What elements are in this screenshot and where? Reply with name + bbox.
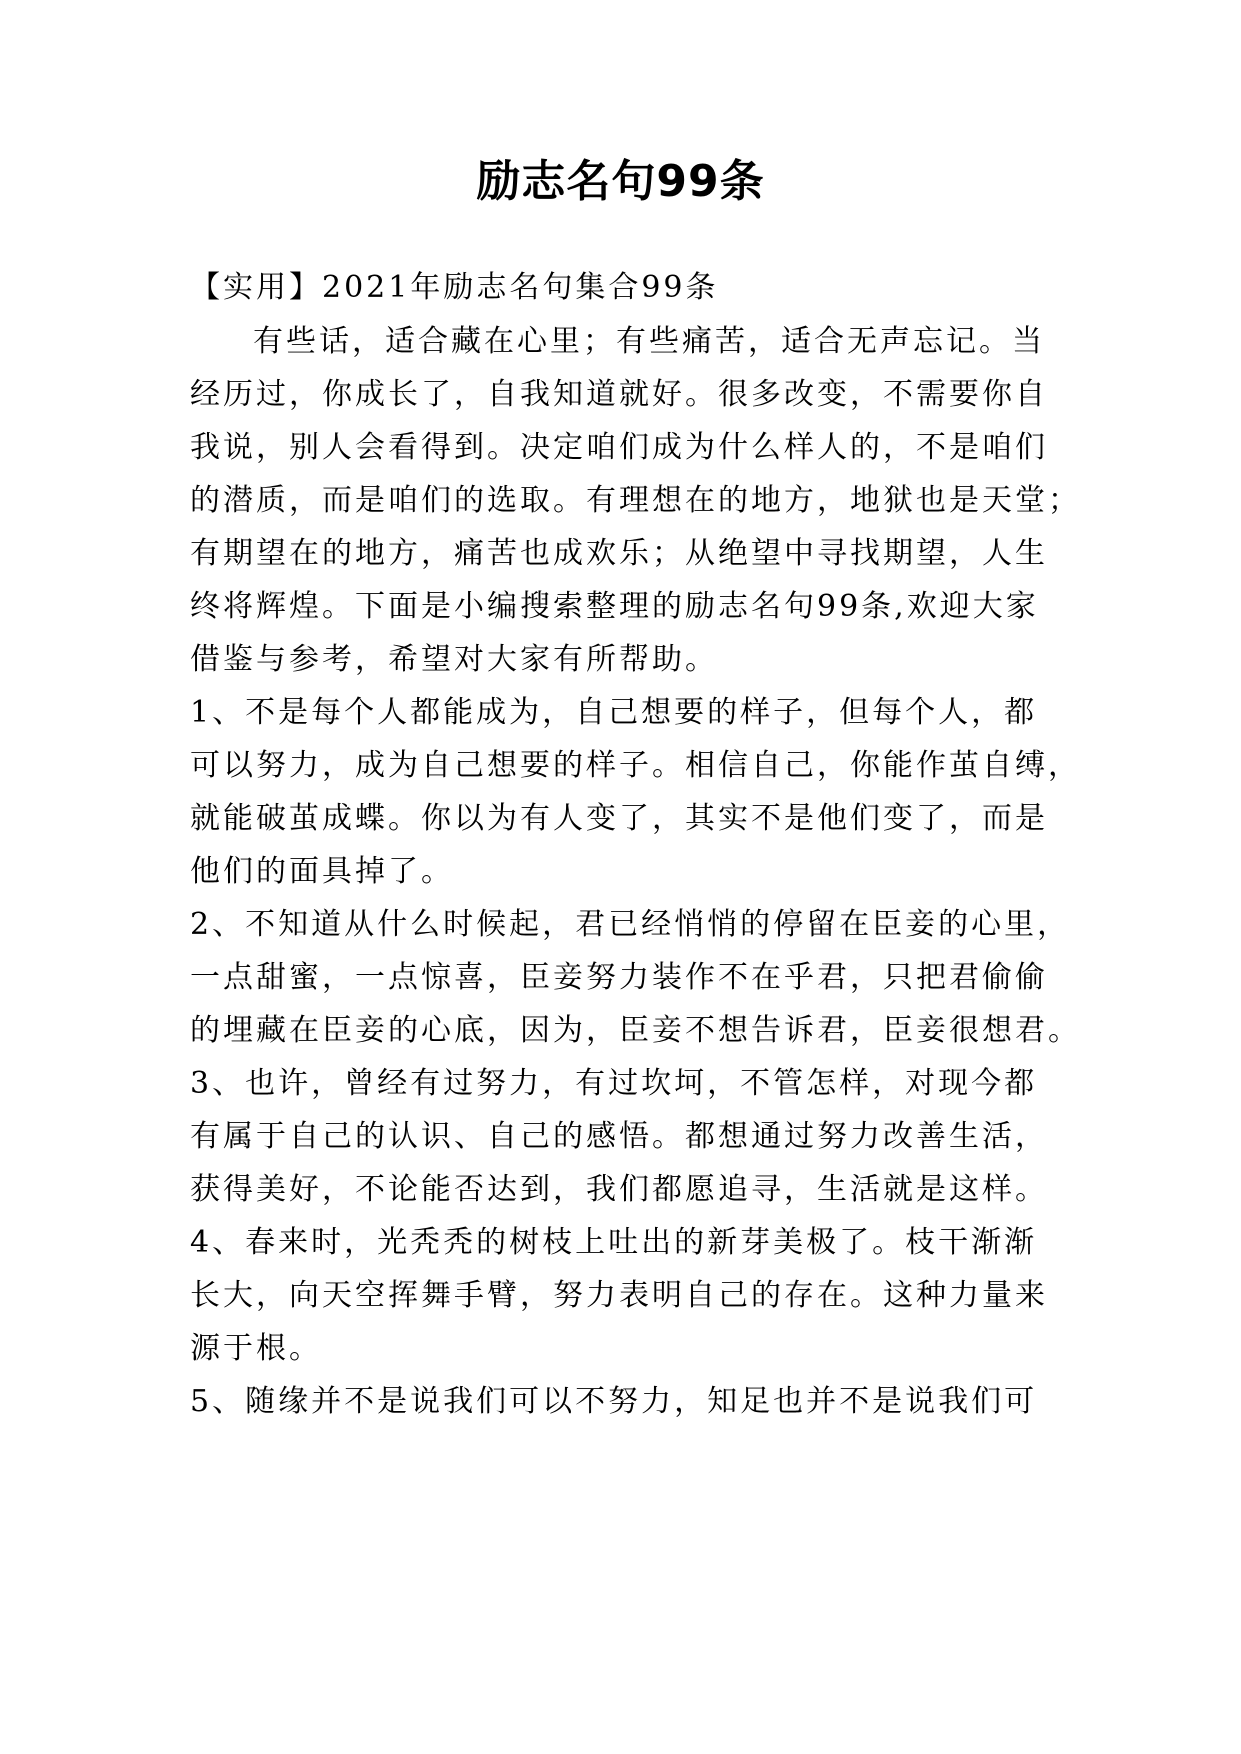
list-item-line: 有属于自己的认识、自己的感悟。都想通过努力改善生活， <box>190 1119 1048 1154</box>
list-item-line: 1、不是每个人都能成为，自己想要的样子，但每个人，都 <box>190 695 1038 730</box>
list-item-line: 可以努力，成为自己想要的样子。相信自己，你能作茧自缚， <box>190 748 1081 783</box>
paragraph-line: 有期望在的地方，痛苦也成欢乐；从绝望中寻找期望，人生 <box>190 536 1048 571</box>
paragraph-line: 的潜质，而是咱们的选取。有理想在的地方，地狱也是天堂； <box>190 483 1081 518</box>
list-item-line: 就能破茧成蝶。你以为有人变了，其实不是他们变了，而是 <box>190 801 1048 836</box>
paragraph-line: 我说，别人会看得到。决定咱们成为什么样人的，不是咱们 <box>190 430 1048 465</box>
list-item-line: 的埋藏在臣妾的心底，因为，臣妾不想告诉君，臣妾很想君。 <box>190 1013 1081 1048</box>
subtitle-line: 【实用】2021年励志名句集合99条 <box>190 270 719 305</box>
list-item-line: 3、也许，曾经有过努力，有过坎坷，不管怎样，对现今都 <box>190 1066 1038 1101</box>
document-title: 励志名句99条 <box>476 156 765 207</box>
list-item-line: 获得美好，不论能否达到，我们都愿追寻，生活就是这样。 <box>190 1172 1048 1207</box>
paragraph-line: 有些话，适合藏在心里；有些痛苦，适合无声忘记。当 <box>253 324 1045 359</box>
list-item-line: 2、不知道从什么时候起，君已经悄悄的停留在臣妾的心里， <box>190 907 1071 942</box>
list-item-line: 长大，向天空挥舞手臂，努力表明自己的存在。这种力量来 <box>190 1278 1048 1313</box>
list-item-line: 他们的面具掉了。 <box>190 854 454 889</box>
list-item-line: 4、春来时，光秃秃的树枝上吐出的新芽美极了。枝干渐渐 <box>190 1225 1038 1260</box>
list-item-line: 5、随缘并不是说我们可以不努力，知足也并不是说我们可 <box>190 1384 1038 1419</box>
paragraph-line: 经历过，你成长了，自我知道就好。很多改变，不需要你自 <box>190 377 1048 412</box>
list-item-line: 源于根。 <box>190 1331 322 1366</box>
list-item-line: 一点甜蜜，一点惊喜，臣妾努力装作不在乎君，只把君偷偷 <box>190 960 1048 995</box>
paragraph-line: 借鉴与参考，希望对大家有所帮助。 <box>190 642 718 677</box>
paragraph-line: 终将辉煌。下面是小编搜索整理的励志名句99条,欢迎大家 <box>190 589 1039 624</box>
